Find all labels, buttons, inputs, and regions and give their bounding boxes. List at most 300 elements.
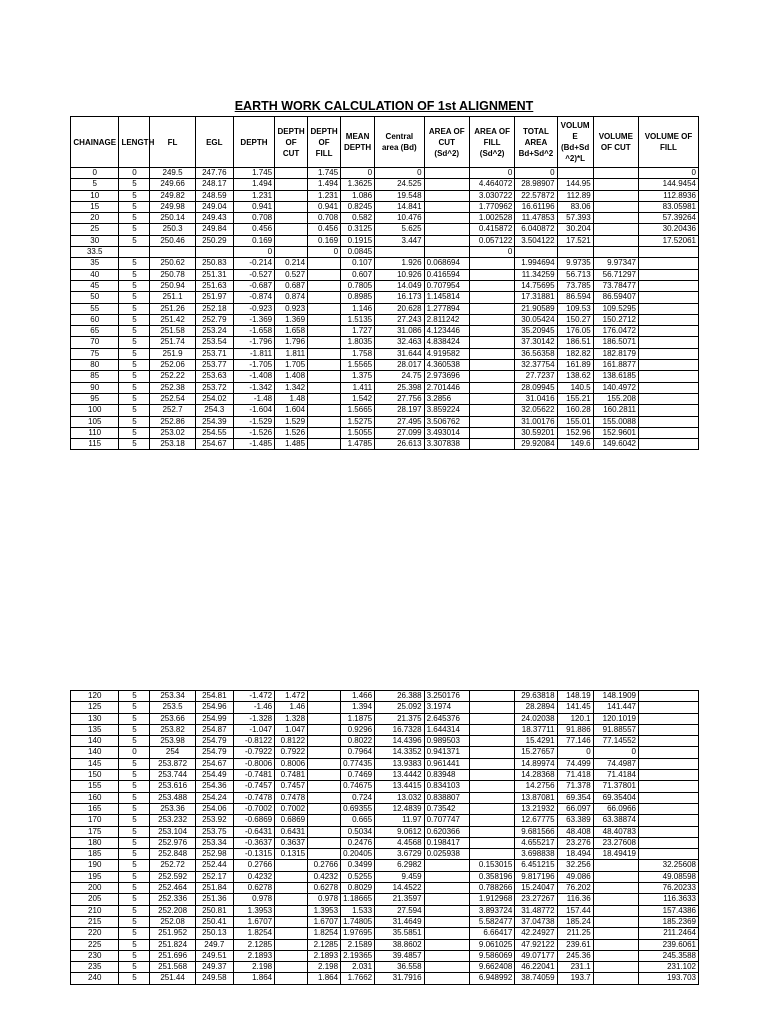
table-cell: 0.978	[233, 894, 274, 905]
table-cell: 5	[119, 702, 150, 713]
table-row	[71, 348, 699, 359]
table-cell: 5	[119, 803, 150, 814]
table-cell	[275, 213, 308, 224]
table-cell	[639, 770, 699, 781]
table-cell: 140.5	[557, 382, 593, 393]
table-cell: 0	[341, 168, 375, 179]
table-cell: 0.6278	[233, 883, 274, 894]
table-cell: 152.96	[557, 427, 593, 438]
table-cell	[275, 235, 308, 246]
table-cell	[424, 860, 469, 871]
table-cell: 253.24	[195, 326, 233, 337]
table-cell: 9.459	[375, 871, 424, 882]
table-cell	[593, 973, 638, 984]
table-cell: 31.0416	[515, 393, 557, 404]
table-cell: 0.874	[275, 292, 308, 303]
table-row	[71, 326, 699, 337]
table-cell: 1.466	[341, 691, 375, 702]
table-cell: 240	[71, 973, 119, 984]
table-cell: 5	[119, 758, 150, 769]
table-cell: 5.625	[375, 224, 424, 235]
table-cell: 1.7662	[341, 973, 375, 984]
table-cell: 0.582	[341, 213, 375, 224]
table-cell	[275, 224, 308, 235]
table-cell: 49.08598	[639, 871, 699, 882]
table-cell: 1.745	[233, 168, 274, 179]
table-cell: 77.14552	[593, 736, 638, 747]
table-cell	[308, 747, 341, 758]
table-cell: 248.17	[195, 179, 233, 190]
column-header: LENGTH	[119, 117, 150, 168]
table-cell	[639, 849, 699, 860]
table-cell	[639, 792, 699, 803]
table-cell: 1.529	[275, 416, 308, 427]
table-cell: 138.62	[557, 371, 593, 382]
table-cell	[308, 713, 341, 724]
table-cell	[469, 747, 514, 758]
table-cell: 55	[71, 303, 119, 314]
table-cell: 109.5295	[593, 303, 638, 314]
table-cell: 1.705	[275, 360, 308, 371]
table-cell	[639, 258, 699, 269]
table-cell: -1.472	[233, 691, 274, 702]
table-cell: 30.204	[557, 224, 593, 235]
table-cell: 252.18	[195, 303, 233, 314]
table-cell	[593, 939, 638, 950]
table-cell	[469, 360, 514, 371]
table-cell: 75	[71, 348, 119, 359]
table-cell	[308, 439, 341, 450]
table-cell: 3.2856	[424, 393, 469, 404]
table-cell	[639, 439, 699, 450]
table-cell: 1.472	[275, 691, 308, 702]
table-row	[71, 247, 699, 258]
table-cell: 28.017	[375, 360, 424, 371]
table-cell	[275, 179, 308, 190]
table-cell: 71.378	[557, 781, 593, 792]
table-cell: 63.38874	[593, 815, 638, 826]
table-cell: 35.20945	[515, 326, 557, 337]
table-cell	[469, 837, 514, 848]
table-cell	[639, 826, 699, 837]
table-cell	[469, 405, 514, 416]
table-cell: 91.88557	[593, 724, 638, 735]
table-cell: 155.208	[593, 393, 638, 404]
table-cell: 195	[71, 871, 119, 882]
table-cell: 1.604	[275, 405, 308, 416]
table-cell: 155.0088	[593, 416, 638, 427]
table-cell: 26.388	[375, 691, 424, 702]
table-cell: 1.811	[275, 348, 308, 359]
table-cell: 1.864	[308, 973, 341, 984]
column-header: EGL	[195, 117, 233, 168]
table-cell: 1.408	[275, 371, 308, 382]
table-cell: 0.708	[308, 213, 341, 224]
table-cell: 5	[119, 916, 150, 927]
table-cell: 252.79	[195, 314, 233, 325]
table-cell: 0.6278	[308, 883, 341, 894]
table-cell: 14.841	[375, 201, 424, 212]
table-cell: 5	[119, 883, 150, 894]
table-cell: 0.068694	[424, 258, 469, 269]
table-cell: 251.36	[195, 894, 233, 905]
table-cell: 249.7	[195, 939, 233, 950]
table-cell: 71.418	[557, 770, 593, 781]
table-cell: 5	[119, 224, 150, 235]
table-cell: 0	[119, 168, 150, 179]
table-cell: 5	[119, 337, 150, 348]
table-cell: 6.948992	[469, 973, 514, 984]
table-cell	[639, 427, 699, 438]
table-cell: 17.52061	[639, 235, 699, 246]
table-cell: -1.46	[233, 702, 274, 713]
table-cell: 148.1909	[593, 691, 638, 702]
table-cell	[639, 280, 699, 291]
table-cell	[469, 337, 514, 348]
table-cell: 56.713	[557, 269, 593, 280]
table-cell: 1.231	[233, 190, 274, 201]
table-cell: 80	[71, 360, 119, 371]
table-cell: 70	[71, 337, 119, 348]
table-cell	[639, 360, 699, 371]
table-cell: 0.2766	[233, 860, 274, 871]
table-cell: 3.698838	[515, 849, 557, 860]
table-cell: 0.169	[308, 235, 341, 246]
table-cell: 20	[71, 213, 119, 224]
table-cell: 76.202	[557, 883, 593, 894]
table-cell: 60	[71, 314, 119, 325]
table-cell: 18.49419	[593, 849, 638, 860]
table-cell: 23.276	[557, 837, 593, 848]
table-cell: 1.394	[341, 702, 375, 713]
table-row	[71, 815, 699, 826]
table-cell: 141.447	[593, 702, 638, 713]
table-cell: 2.19365	[341, 950, 375, 961]
table-cell	[593, 894, 638, 905]
table-row	[71, 393, 699, 404]
table-cell: 0.7805	[341, 280, 375, 291]
table-cell: 9.586069	[469, 950, 514, 961]
table-cell: 6.2982	[375, 860, 424, 871]
table-cell: 205	[71, 894, 119, 905]
table-cell: 5	[119, 326, 150, 337]
table-cell: 23.27608	[593, 837, 638, 848]
table-cell: 144.95	[557, 179, 593, 190]
table-cell: 130	[71, 713, 119, 724]
table-cell: 251.63	[195, 280, 233, 291]
table-cell: 185.2369	[639, 916, 699, 927]
table-cell: 1.5665	[341, 405, 375, 416]
table-cell: 27.7237	[515, 371, 557, 382]
table-cell: 141.45	[557, 702, 593, 713]
column-header: MEAN DEPTH	[341, 117, 375, 168]
table-cell: 0.5034	[341, 826, 375, 837]
table-cell: 186.5071	[593, 337, 638, 348]
table-cell	[424, 928, 469, 939]
table-row	[71, 213, 699, 224]
table-cell	[469, 280, 514, 291]
table-cell	[308, 348, 341, 359]
table-cell: 193.7	[557, 973, 593, 984]
table-cell: 2.198	[308, 962, 341, 973]
table-cell	[424, 179, 469, 190]
table-cell: 36.56358	[515, 348, 557, 359]
table-cell: 16.7328	[375, 724, 424, 735]
table-cell: 1.5055	[341, 427, 375, 438]
table-cell: 1.5135	[341, 314, 375, 325]
table-row	[71, 871, 699, 882]
table-cell: 9.0612	[375, 826, 424, 837]
table-cell: 252.464	[150, 883, 195, 894]
table-cell	[275, 939, 308, 950]
table-cell	[593, 179, 638, 190]
table-cell: 180	[71, 837, 119, 848]
table-cell: 253.75	[195, 826, 233, 837]
table-cell: -1.529	[233, 416, 274, 427]
table-cell: 3.493014	[424, 427, 469, 438]
table-cell: 152.9601	[593, 427, 638, 438]
table-cell: 73.78477	[593, 280, 638, 291]
table-cell: 250.78	[150, 269, 195, 280]
table-cell: 250.41	[195, 916, 233, 927]
table-cell	[308, 280, 341, 291]
table-cell: 4.464072	[469, 179, 514, 190]
table-cell: 116.36	[557, 894, 593, 905]
table-cell: 0.153015	[469, 860, 514, 871]
table-cell: 39.4857	[375, 950, 424, 961]
table-cell: 1.912968	[469, 894, 514, 905]
table-cell: 4.838424	[424, 337, 469, 348]
table-cell: 17.31881	[515, 292, 557, 303]
table-cell: 27.099	[375, 427, 424, 438]
table-cell: -0.7002	[233, 803, 274, 814]
table-cell: 5	[119, 736, 150, 747]
table-cell: 31.644	[375, 348, 424, 359]
table-cell: 5.582477	[469, 916, 514, 927]
table-cell: 13.9383	[375, 758, 424, 769]
table-cell: -0.923	[233, 303, 274, 314]
table-cell: 1.6707	[233, 916, 274, 927]
table-row	[71, 747, 699, 758]
table-cell: 0.708	[233, 213, 274, 224]
table-cell: 1.494	[233, 179, 274, 190]
table-row	[71, 258, 699, 269]
table-cell: 32.25608	[639, 860, 699, 871]
table-cell: 0	[593, 747, 638, 758]
table-cell: 3.506762	[424, 416, 469, 427]
table-cell: 185.24	[557, 916, 593, 927]
table-cell: 0.456	[308, 224, 341, 235]
table-cell	[593, 235, 638, 246]
table-cell: 0.416594	[424, 269, 469, 280]
table-cell	[424, 201, 469, 212]
table-cell: 245.3588	[639, 950, 699, 961]
table-cell: 21.375	[375, 713, 424, 724]
table-cell: -1.705	[233, 360, 274, 371]
table-cell: 135	[71, 724, 119, 735]
table-cell: 175	[71, 826, 119, 837]
table-cell: 0.8985	[341, 292, 375, 303]
table-cell: 31.7916	[375, 973, 424, 984]
table-cell: -1.526	[233, 427, 274, 438]
table-row	[71, 860, 699, 871]
table-cell	[308, 826, 341, 837]
table-cell	[593, 905, 638, 916]
table-cell: 253.02	[150, 427, 195, 438]
table-cell	[308, 427, 341, 438]
table-cell: 28.09945	[515, 382, 557, 393]
table-cell: 0.6431	[275, 826, 308, 837]
table-cell: -1.369	[233, 314, 274, 325]
table-cell: 0.415872	[469, 224, 514, 235]
table-cell: 254.87	[195, 724, 233, 735]
table-cell: 251.84	[195, 883, 233, 894]
table-cell: 251.58	[150, 326, 195, 337]
table-row	[71, 314, 699, 325]
table-cell	[275, 201, 308, 212]
table-cell: 12.67775	[515, 815, 557, 826]
table-cell: 251.97	[195, 292, 233, 303]
table-cell: 0.7481	[275, 770, 308, 781]
table-cell: 0.1915	[341, 235, 375, 246]
table-cell: 5	[119, 292, 150, 303]
table-cell: 182.82	[557, 348, 593, 359]
table-cell: 193.703	[639, 973, 699, 984]
table-cell	[469, 826, 514, 837]
table-cell: 251.31	[195, 269, 233, 280]
table-cell: 0.7964	[341, 747, 375, 758]
table-cell: 252.336	[150, 894, 195, 905]
table-cell	[639, 702, 699, 713]
table-cell	[308, 303, 341, 314]
table-cell: 5	[119, 928, 150, 939]
table-cell: 5	[119, 724, 150, 735]
column-header: CHAINAGE	[71, 117, 119, 168]
table-cell: 28.2894	[515, 702, 557, 713]
table-cell	[424, 883, 469, 894]
table-cell: 1.1875	[341, 713, 375, 724]
table-cell: 0.4232	[308, 871, 341, 882]
table-cell: 1.658	[275, 326, 308, 337]
table-cell: 0.7478	[275, 792, 308, 803]
table-cell: 30.05424	[515, 314, 557, 325]
column-header: Central area (Bd)	[375, 117, 424, 168]
table-cell: 250.29	[195, 235, 233, 246]
table-row	[71, 427, 699, 438]
table-cell	[593, 962, 638, 973]
table-cell	[424, 950, 469, 961]
table-cell: 0.3637	[275, 837, 308, 848]
table-cell	[195, 247, 233, 258]
table-cell: 0.724	[341, 792, 375, 803]
table-cell	[639, 781, 699, 792]
table-cell: 0.456	[233, 224, 274, 235]
table-cell: 12.4839	[375, 803, 424, 814]
table-cell: 14.28368	[515, 770, 557, 781]
table-cell	[469, 326, 514, 337]
table-cell: 1.3625	[341, 179, 375, 190]
table-cell: 176.05	[557, 326, 593, 337]
table-cell: 4.655217	[515, 837, 557, 848]
table-cell: 45	[71, 280, 119, 291]
table-cell: 231.102	[639, 962, 699, 973]
table-cell: 0.8006	[275, 758, 308, 769]
table-cell	[639, 713, 699, 724]
table-cell: 1.926	[375, 258, 424, 269]
table-row	[71, 303, 699, 314]
table-cell	[469, 416, 514, 427]
table-cell: 249.5	[150, 168, 195, 179]
table-cell: 251.42	[150, 314, 195, 325]
table-cell: 3.307838	[424, 439, 469, 450]
table-cell: -1.342	[233, 382, 274, 393]
table-cell: 112.8936	[639, 190, 699, 201]
table-cell: 211.2464	[639, 928, 699, 939]
table-cell: 35	[71, 258, 119, 269]
table-cell: 254.3	[195, 405, 233, 416]
table-cell: -0.7478	[233, 792, 274, 803]
table-cell: 253.744	[150, 770, 195, 781]
table-cell	[308, 781, 341, 792]
table-cell	[469, 815, 514, 826]
table-cell: 2.031	[341, 962, 375, 973]
table-cell: 182.8179	[593, 348, 638, 359]
table-cell: 9.662408	[469, 962, 514, 973]
table-cell	[424, 973, 469, 984]
table-row	[71, 950, 699, 961]
table-cell: 48.40783	[593, 826, 638, 837]
table-cell	[308, 269, 341, 280]
table-cell	[275, 928, 308, 939]
table-cell: 254.55	[195, 427, 233, 438]
table-cell: 0.834103	[424, 781, 469, 792]
table-row	[71, 168, 699, 179]
table-cell: 31.48772	[515, 905, 557, 916]
table-cell: 27.594	[375, 905, 424, 916]
table-cell	[593, 916, 638, 927]
table-cell	[469, 371, 514, 382]
table-cell: 5	[119, 871, 150, 882]
table-cell: 109.53	[557, 303, 593, 314]
table-cell: 0	[119, 747, 150, 758]
table-cell: 0.057122	[469, 235, 514, 246]
table-cell: 249.04	[195, 201, 233, 212]
table-cell: 30.20436	[639, 224, 699, 235]
table-cell: 14.75695	[515, 280, 557, 291]
table-cell: 239.6061	[639, 939, 699, 950]
table-cell: 13.21932	[515, 803, 557, 814]
table-cell: 252.848	[150, 849, 195, 860]
table-cell: 253.92	[195, 815, 233, 826]
table-cell: 0	[469, 168, 514, 179]
table-cell: 1.485	[275, 439, 308, 450]
table-row	[71, 360, 699, 371]
table-cell: -1.047	[233, 724, 274, 735]
table-cell	[593, 168, 638, 179]
table-cell	[308, 702, 341, 713]
table-cell: 5	[119, 393, 150, 404]
table-cell	[424, 939, 469, 950]
table-cell: 115	[71, 439, 119, 450]
table-cell: 32.05622	[515, 405, 557, 416]
table-cell: 0.9296	[341, 724, 375, 735]
column-header: DEPTH OF FILL	[308, 117, 341, 168]
table-cell: 0.978	[308, 894, 341, 905]
table-row	[71, 224, 699, 235]
table-cell	[469, 303, 514, 314]
table-cell: 0.941	[233, 201, 274, 212]
table-cell: 149.6	[557, 439, 593, 450]
